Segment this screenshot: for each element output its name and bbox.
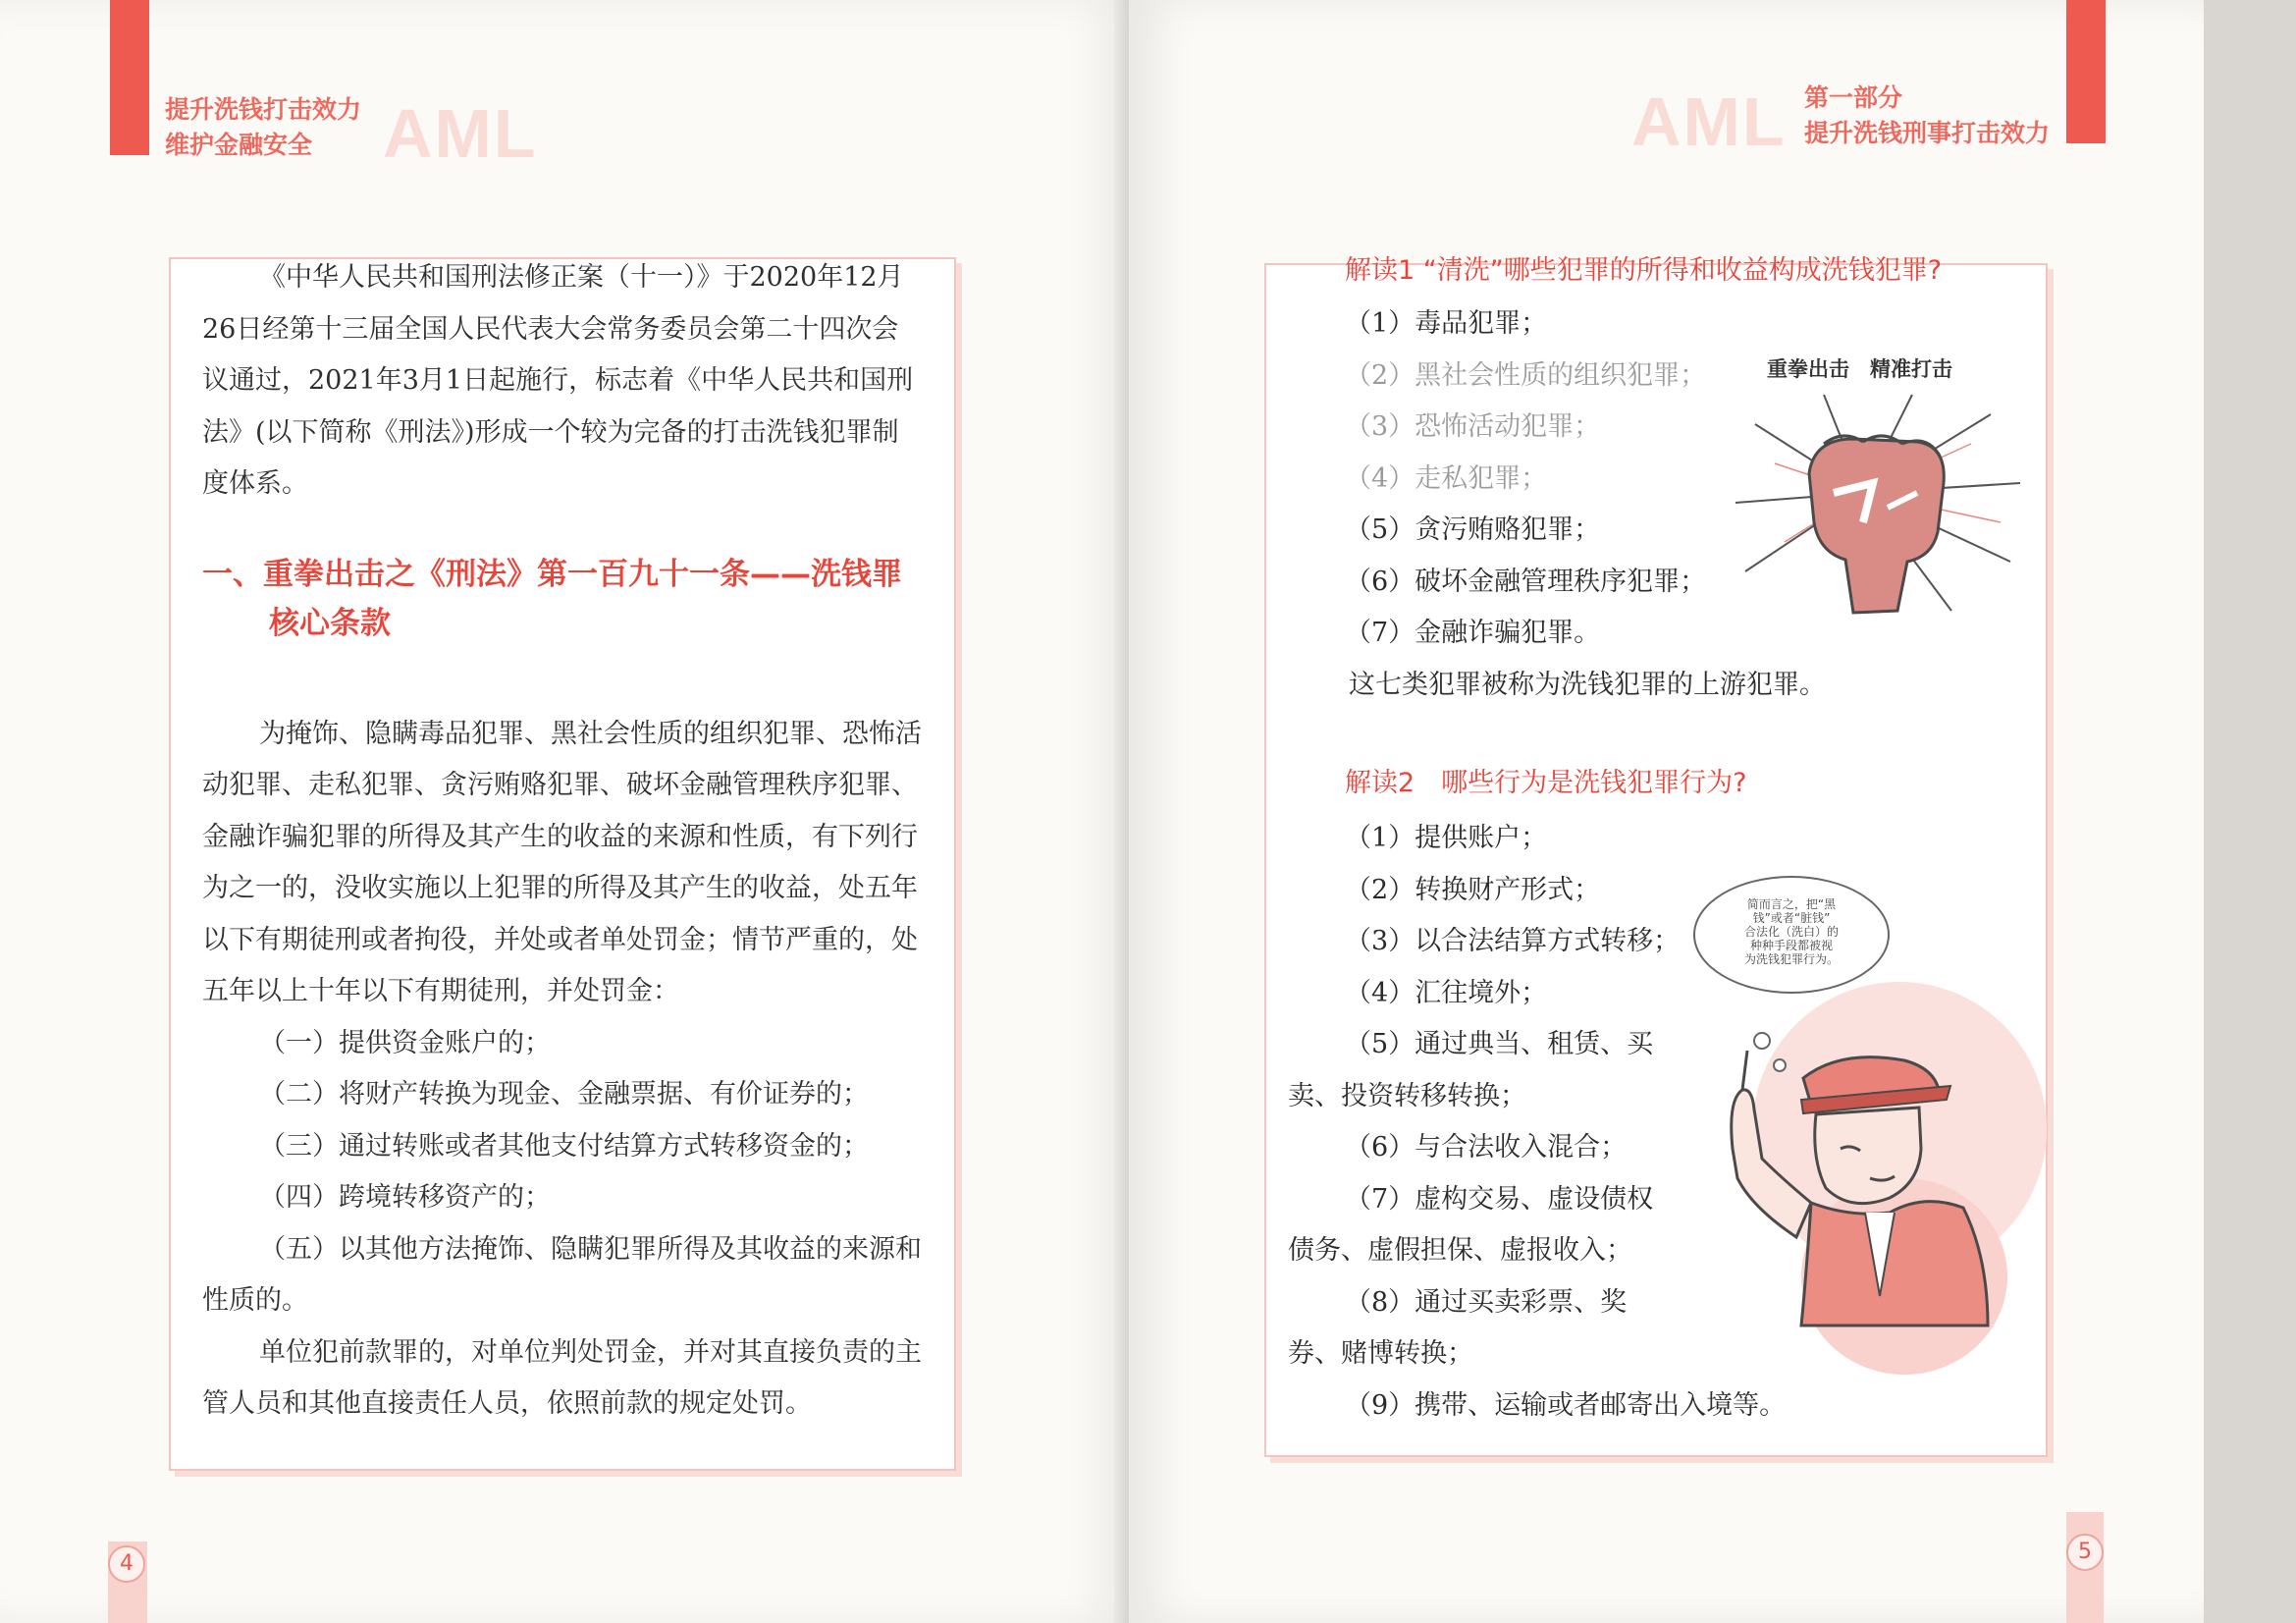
fist-icon — [1716, 385, 2040, 640]
article-item: （四）跨境转移资产的； — [259, 1182, 551, 1213]
article-item: （三）通过转账或者其他支付结算方式转移资金的； — [259, 1130, 869, 1162]
behavior-item-cont: 债务、虚假担保、虚报收入； — [1288, 1235, 1632, 1266]
left-aml-watermark: AML — [383, 95, 538, 172]
behavior-item: （7）虚构交易、虚设债权 — [1345, 1183, 1654, 1215]
article-item: （二）将财产转换为现金、金融票据、有价证券的； — [259, 1079, 869, 1109]
behavior-item: （9）携带、运输或者邮寄出入境等。 — [1345, 1389, 1787, 1421]
crime-item: （5）贪污贿赂犯罪； — [1345, 514, 1601, 545]
crime-item: （7）金融诈骗犯罪。 — [1345, 618, 1601, 648]
section1-heading: 解读1 “清洗”哪些犯罪的所得和收益构成洗钱犯罪? — [1345, 255, 1943, 286]
left-header-line2: 维护金融安全 — [165, 131, 313, 159]
section2 — [1345, 764, 2032, 803]
left-page-number: 4 — [108, 1545, 145, 1583]
right-aml-watermark: AML — [1631, 83, 1787, 160]
right-header-line1: 第一部分 — [1804, 83, 1903, 112]
left-header-red-bar — [110, 0, 149, 155]
thought-line: 合法化（洗白）的 — [1743, 925, 1839, 939]
left-page — [0, 0, 1129, 1623]
behavior-item-cont: 券、赌博转换； — [1288, 1338, 1473, 1369]
crime-item: （2）黑社会性质的组织犯罪； — [1345, 359, 1707, 391]
thought-line: 简而言之，把“黑 — [1746, 897, 1837, 911]
behavior-item: （2）转换财产形式； — [1345, 874, 1601, 905]
right-header-line2: 提升洗钱刑事打击效力 — [1804, 119, 2051, 147]
section-heading-line1: 一、重拳出击之《刑法》第一百九十一条——洗钱罪 — [202, 556, 902, 592]
crime-item: （6）破坏金融管理秩序犯罪； — [1345, 566, 1707, 597]
thought-line: 种种手段都被视 — [1749, 939, 1833, 952]
section-heading — [202, 550, 925, 648]
right-header-red-bar — [2066, 0, 2106, 143]
left-header-line1: 提升洗钱打击效力 — [165, 95, 362, 124]
behavior-item: （4）汇往境外； — [1345, 977, 1548, 1008]
behavior-item: （5）通过典当、租赁、买 — [1345, 1029, 1654, 1059]
right-page-number: 5 — [2066, 1534, 2104, 1571]
fist-caption: 重拳出击 精准打击 — [1767, 357, 1952, 381]
fist-illustration — [1716, 346, 2040, 640]
right-page — [1129, 0, 2204, 1623]
crime-item: （3）恐怖活动犯罪； — [1345, 411, 1601, 442]
article-item: （五）以其他方法掩饰、隐瞒犯罪所得及其收益的来源和性质的。 — [202, 1233, 922, 1316]
behavior-item: （8）通过买卖彩票、奖 — [1345, 1286, 1628, 1318]
behavior-item: （3）以合法结算方式转移； — [1345, 926, 1681, 956]
section-heading-line2: 核心条款 — [269, 605, 391, 641]
section1-summary: 这七类犯罪被称为洗钱犯罪的上游犯罪。 — [1349, 669, 1826, 700]
officer-illustration — [1693, 864, 2047, 1375]
article-item: （一）提供资金账户的； — [259, 1027, 551, 1058]
crime-item: （4）走私犯罪； — [1345, 462, 1548, 494]
intro-paragraph: 《中华人民共和国刑法修正案（十一）》于2020年12月26日经第十三届全国人民代表大会常务委员会第二十四次会议通过，2021年3月1日起施行，标志着《中华人民共和国刑法》(以下简称《刑法》)形成一个较为完备的打击洗钱犯罪制度体系。 — [202, 262, 914, 499]
behavior-item: （1）提供账户； — [1345, 823, 1548, 853]
article-paragraph: 为掩饰、隐瞒毒品犯罪、黑社会性质的组织犯罪、恐怖活动犯罪、走私犯罪、贪污贿赂犯罪、破坏金融管理秩序犯罪、金融诈骗犯罪的所得及其产生的收益的来源和性质，有下列行为之一的，没收实施以上犯罪的所得及其产生的收益，处五年以下有期徒刑或者拘役，并处或者单处罚金；情节严重的，处五年以上十年以下有期徒刑，并处罚金： — [202, 718, 922, 1006]
behavior-item: （6）与合法收入混合； — [1345, 1132, 1628, 1163]
left-content — [202, 252, 925, 1431]
unit-paragraph: 单位犯前款罪的，对单位判处罚金，并对其直接负责的主管人员和其他直接责任人员，依照前款的规定处罚。 — [202, 1336, 922, 1419]
thought-line: 钱”或者“脏钱” — [1752, 911, 1831, 925]
crime-item: （1）毒品犯罪； — [1345, 308, 1548, 339]
section2-heading: 解读2 哪些行为是洗钱犯罪行为? — [1345, 768, 1747, 798]
thought-line: 为洗钱犯罪行为。 — [1743, 952, 1839, 966]
officer-icon — [1693, 864, 2047, 1375]
behavior-item-cont: 卖、投资转移转换； — [1288, 1080, 1526, 1111]
